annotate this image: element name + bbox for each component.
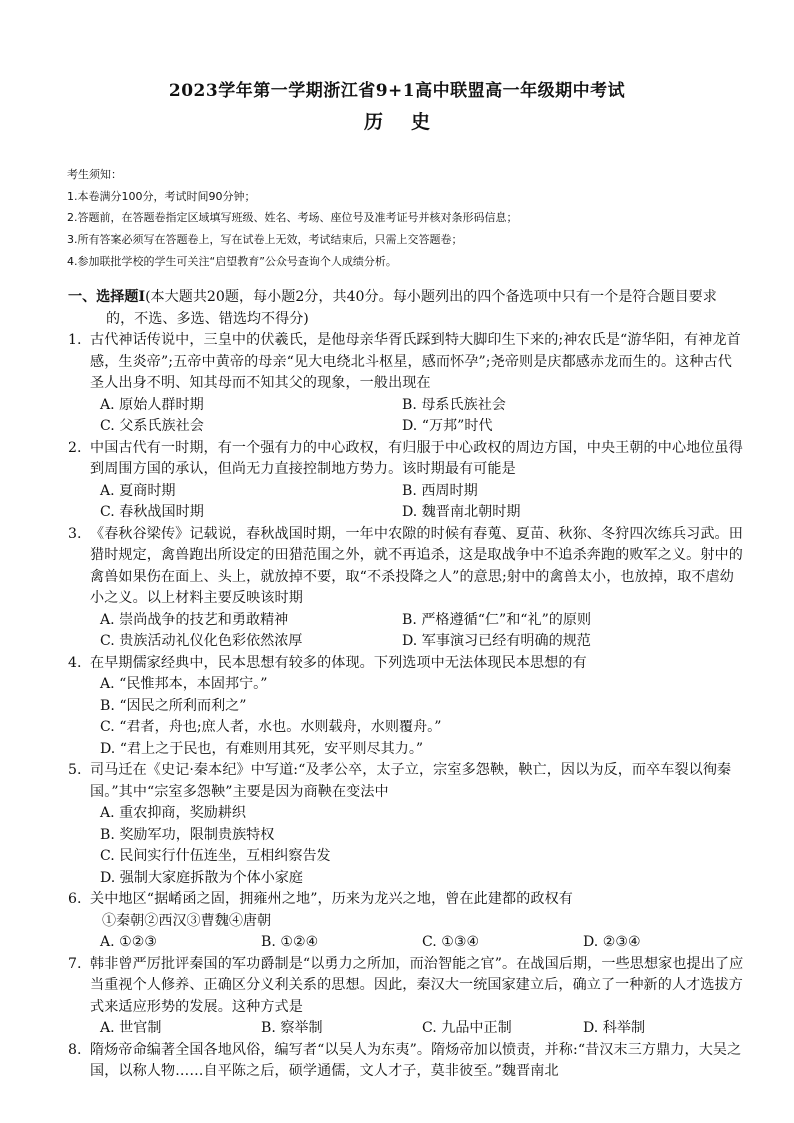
question-6 bbox=[68, 889, 744, 954]
option-a: A. “民惟邦本，本固邦宁。” bbox=[100, 676, 268, 692]
question-7 bbox=[68, 954, 744, 1040]
question-1 bbox=[68, 330, 744, 438]
question-stem: 司马迁在《史记·秦本纪》中写道:“及孝公卒，太子立，宗室多怨鞅，鞅亡，因以为反，而卒车裂以徇秦国。”其中“宗室多怨鞅”主要是因为商鞅在变法中 bbox=[90, 762, 732, 800]
notice-item: 3.所有答案必须写在答题卷上，写在试卷上无效，考试结束后，只需上交答题卷； bbox=[67, 233, 463, 247]
option-a: A. 原始人群时期 bbox=[100, 396, 204, 413]
question-stem: 《春秋谷梁传》记载说，春秋战国时期，一年中农隙的时候有春蒐、夏苗、秋狝、冬狩四次练兵习武。田猎时规定，禽兽跑出所设定的田猎范围之外，就不再追杀，这是取战争中不追杀奔跑的败军之义。射中的禽兽如果伤在面上、头上，就放掉不要，取“不杀投降之人”的意思;射中的禽兽太小，也放掉，取不虐幼小之义。以上材料主要反映该时期 bbox=[90, 525, 743, 606]
section-description: (本大题共20题，每小题2分，共40分。每小题列出的四个备选项中只有一个是符合题目要求的，不选、多选、错选均不得分) bbox=[106, 289, 717, 327]
option-c: C. 民间实行什伍连坐，互相纠察告发 bbox=[100, 848, 331, 864]
option-c: C. ①③④ bbox=[422, 934, 480, 950]
question-number: 6. bbox=[68, 891, 82, 907]
question-stem: 韩非曾严厉批评秦国的军功爵制是“以勇力之所加，而治智能之官”。在战国后期，一些思想家也提出了应当重视个人修养、正确区分义利关系的思想。因此，秦汉大一统国家建立后，确立了一种新的人才选拔方式来适应形势的发展。这种方式是 bbox=[90, 955, 744, 1015]
question-number: 7. bbox=[68, 955, 82, 972]
notice-item: 4.参加联批学校的学生可关注“启望教育”公众号查询个人成绩分析。 bbox=[67, 254, 397, 268]
option-d: D. “君上之于民也，有难则用其死，安平则尽其力。” bbox=[100, 740, 424, 757]
notice-item: 1.本卷满分100分，考试时间90分钟； bbox=[67, 189, 256, 203]
question-stem: 隋炀帝命编著全国各地风俗，编写者“以吴人为东夷”。隋炀帝加以愤责，并称:“昔汉末三方鼎力，大吴之国，以称人物……自平陈之后，硕学通儒，文人才子，莫非彼至。”魏晋南北 bbox=[90, 1041, 742, 1079]
options bbox=[90, 803, 744, 889]
question-number: 5. bbox=[68, 762, 82, 778]
question-2 bbox=[68, 438, 744, 524]
question-number: 2. bbox=[68, 439, 82, 456]
question-number: 3. bbox=[68, 525, 82, 542]
exam-notice bbox=[67, 164, 747, 273]
question-number: 1. bbox=[68, 332, 82, 348]
option-c: C. “君者，舟也;庶人者，水也。水则载舟，水则覆舟。” bbox=[100, 719, 442, 735]
option-b: B. “因民之所利而利之” bbox=[100, 697, 247, 714]
question-stem: 在早期儒家经典中，民本思想有较多的体现。下列选项中无法体现民本思想的有 bbox=[90, 654, 587, 671]
option-b: B. 严格遵循“仁”和“礼”的原则 bbox=[402, 611, 592, 628]
option-d: D. ②③④ bbox=[583, 934, 641, 950]
options bbox=[90, 610, 744, 653]
question-3 bbox=[68, 524, 744, 653]
notice-heading: 考生须知： bbox=[67, 168, 122, 181]
option-d: D. “万邦”时代 bbox=[402, 418, 493, 434]
option-c: C. 贵族活动礼仪化色彩依然浓厚 bbox=[100, 633, 303, 649]
option-d: D. 军事演习已经有明确的规范 bbox=[402, 633, 591, 649]
section-title: 一、选择题Ⅰ bbox=[68, 289, 146, 305]
notice-item: 2.答题前，在答题卷指定区域填写班级、姓名、考场、座位号及准考证号并核对条形码信息； bbox=[67, 211, 518, 225]
option-c: C. 春秋战国时期 bbox=[100, 504, 204, 520]
question-4 bbox=[68, 653, 744, 761]
option-c: C. 九品中正制 bbox=[422, 1020, 512, 1036]
options bbox=[90, 481, 744, 524]
option-a: A. 重农抑商，奖励耕织 bbox=[100, 805, 246, 821]
option-a: A. ①②③ bbox=[100, 934, 158, 950]
option-d: D. 科举制 bbox=[583, 1020, 646, 1036]
options bbox=[90, 395, 744, 438]
options bbox=[90, 1018, 744, 1040]
question-8 bbox=[68, 1040, 744, 1083]
option-b: B. 西周时期 bbox=[402, 482, 478, 499]
section-heading bbox=[68, 287, 744, 330]
option-a: A. 世官制 bbox=[100, 1020, 162, 1036]
question-stem: 古代神话传说中，三皇中的伏羲氏，是他母亲华胥氏踩到特大脚印生下来的;神农氏是“游华阳，有神龙首感，生炎帝”;五帝中黄帝的母亲“见大电绕北斗枢星，感而怀孕”;尧帝则是庆都感赤龙而生的。这种古代圣人出身不明、知其母而不知其父的现象，一般出现在 bbox=[90, 332, 741, 391]
subject-title: 历史 bbox=[363, 111, 458, 133]
options bbox=[90, 932, 744, 954]
option-d: D. 魏晋南北朝时期 bbox=[402, 504, 521, 520]
option-d: D. 强制大家庭拆散为个体小家庭 bbox=[100, 869, 303, 886]
option-b: B. 察举制 bbox=[261, 1020, 323, 1036]
question-stem: 关中地区“据崤函之固，拥雍州之地”，历来为龙兴之地，曾在此建都的政权有 bbox=[90, 891, 574, 907]
option-a: A. 崇尚战争的技艺和勇敢精神 bbox=[100, 611, 289, 628]
option-b: B. 奖励军功，限制贵族特权 bbox=[100, 826, 275, 843]
question-5 bbox=[68, 760, 744, 889]
options bbox=[90, 674, 744, 760]
option-c: C. 父系氏族社会 bbox=[100, 418, 204, 434]
question-stem: 中国古代有一时期，有一个强有力的中心政权，有归服于中心政权的周边方国，中央王朝的中心地位虽得到周围方国的承认，但尚无力直接控制地方势力。该时期最有可能是 bbox=[90, 439, 743, 477]
questions-area bbox=[68, 287, 744, 1083]
option-b: B. ①②④ bbox=[261, 934, 319, 950]
exam-title: 2023学年第一学期浙江省9+1高中联盟高一年级期中考试 bbox=[168, 81, 626, 101]
question-number: 8. bbox=[68, 1041, 82, 1058]
question-items: ①秦朝②西汉③曹魏④唐朝 bbox=[102, 912, 272, 929]
option-a: A. 夏商时期 bbox=[100, 482, 176, 499]
option-b: B. 母系氏族社会 bbox=[402, 396, 506, 413]
question-number: 4. bbox=[68, 654, 82, 671]
